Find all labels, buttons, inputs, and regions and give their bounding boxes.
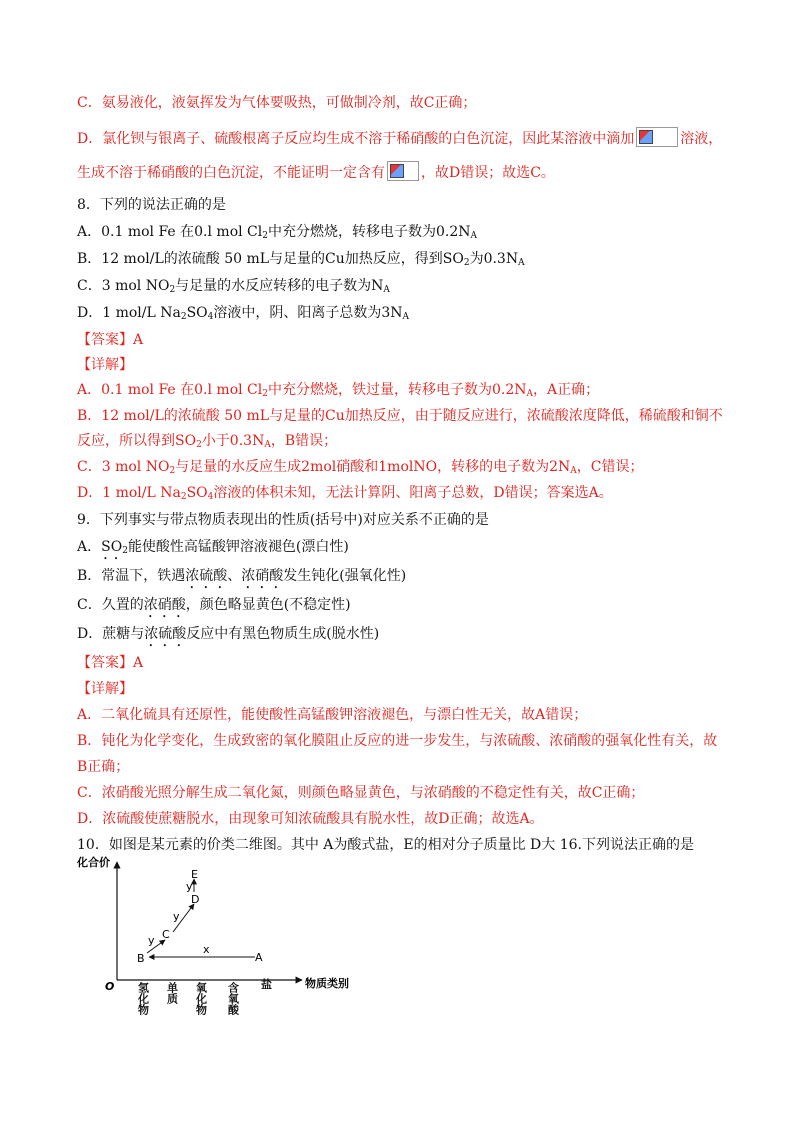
arrow-label-x: x — [203, 943, 210, 956]
detail-9-b-line2: B正确； — [77, 759, 130, 775]
category-element: 单质 — [165, 982, 179, 1004]
question-10-stem: 10．如图是某元素的价类二维图。其中 A为酸式盐，E的相对分子质量比 D大 16.下列说法正确的是 — [77, 837, 694, 853]
valence-class-diagram — [77, 852, 397, 1032]
question-9-stem: 9．下列事实与带点物质表现出的性质(括号中)对应关系不正确的是 — [77, 512, 489, 528]
detail-9-c: C．浓硝酸光照分解生成二氧化氮，则颜色略显黄色，与浓硝酸的不稳定性有关，故C正确； — [77, 785, 645, 801]
formula-image-icon — [636, 127, 678, 147]
detail-9-heading: 【详解】 — [77, 681, 133, 697]
question-8-option-a: A．0.1 mol Fe 在0.l mol $Cl_2$中充分燃烧，转移电子数为$0.2N_A$ — [77, 224, 477, 241]
detail-8-c: C．3 mol $NO_2$与足量的水反应生成2mol硝酸和1molNO，转移的电子数为$2N_A$，C错误； — [77, 459, 644, 476]
point-a: A — [255, 951, 263, 964]
detail-9-d: D．浓硫酸使蔗糖脱水，由现象可知浓硫酸具有脱水性，故D正确；故选A。 — [77, 811, 544, 827]
question-9-option-d: D．蔗糖与浓硫酸反应中有黑色物质生成(脱水性) — [77, 626, 380, 642]
category-oxyacid: 含氧酸 — [226, 982, 240, 1015]
question-9-option-a: A．$SO_2$能使酸性高锰酸钾溶液褪色(漂白性) — [77, 539, 349, 556]
dotted-substance: 浓硫酸 — [144, 626, 187, 642]
y-axis-label: 化合价 — [77, 856, 110, 869]
arrow-label-y1: y — [148, 934, 155, 947]
question-8-option-d: D．1 mol/L $Na_2SO_4$溶液中，阴、阳离子总数为$3N_A$ — [77, 305, 410, 322]
point-c: C — [162, 928, 170, 941]
question-9-option-c: C．久置的浓硝酸，颜色略显黄色(不稳定性) — [77, 597, 351, 613]
arrow-label-y3: y — [186, 880, 193, 893]
dotted-substance: 浓硝酸 — [241, 568, 284, 584]
point-b: B — [137, 952, 145, 965]
question-8-stem: 8．下列的说法正确的是 — [77, 197, 226, 213]
explanation-7d-line1: D．氯化钡与银离子、硫酸根离子反应均生成不溶于稀硝酸的白色沉淀，因此某溶液中滴加 溶液， — [77, 127, 730, 149]
detail-8-b-line2: 反应，所以得到$SO_2$小于$0.3N_A$，B错误； — [77, 433, 338, 450]
arrow-label-y2: y — [173, 910, 180, 923]
question-8-option-b: B．12 mol/L的浓硫酸 50 mL与足量的Cu加热反应，得到$SO_2$为$0.3N_A$ — [77, 251, 525, 268]
detail-8-b-line1: B．12 mol/L的浓硫酸 50 mL与足量的Cu加热反应，由于随反应进行，浓硫酸浓度降低，稀硫酸和铜不 — [77, 408, 723, 424]
detail-9-b-line1: B．钝化为化学变化，生成致密的氧化膜阻止反应的进一步发生，与浓硫酸、浓硝酸的强氧化性有关，故 — [77, 733, 718, 749]
explanation-7d-line2: 生成不溶于稀硝酸的白色沉淀，不能证明一定含有 ，故D错误；故选C。 — [77, 161, 730, 183]
answer-9: 【答案】A — [77, 655, 144, 671]
detail-9-a: A．二氧化硫具有还原性，能使酸性高锰酸钾溶液褪色，与漂白性无关，故A错误； — [77, 707, 588, 723]
detail-8-a: A．0.1 mol Fe 在0.l mol $Cl_2$中充分燃烧，铁过量，转移电子数为$0.2N_A$，A正确； — [77, 382, 600, 399]
detail-8-d: D．1 mol/L $Na_2SO_4$溶液的体积未知，无法计算阴、阳离子总数，D错误；答案选A。 — [77, 485, 613, 502]
answer-8: 【答案】A — [77, 332, 144, 348]
dotted-substance: 浓硝酸 — [143, 597, 186, 613]
formula-image-icon — [387, 161, 419, 181]
category-oxide: 氧化物 — [194, 982, 208, 1015]
detail-8-heading: 【详解】 — [77, 357, 133, 373]
category-salt: 盐 — [261, 978, 272, 991]
explanation-7c: C．氨易液化，液氨挥发为气体要吸热，可做制冷剂，故C正确； — [77, 95, 477, 111]
question-8-option-c: C．3 mol $NO_2$与足量的水反应转移的电子数为$N_A$ — [77, 278, 390, 295]
origin-label: O — [105, 980, 115, 993]
x-axis-label: 物质类别 — [305, 977, 349, 990]
diagram-svg — [77, 852, 397, 1032]
point-e: E — [191, 868, 198, 881]
category-hydride: 氢化物 — [136, 982, 150, 1015]
dotted-substance: 浓硫酸 — [185, 568, 228, 584]
dotted-substance: SO — [101, 539, 123, 555]
point-d: D — [191, 893, 200, 906]
question-9-option-b: B．常温下，铁遇浓硫酸、浓硝酸发生钝化(强氧化性) — [77, 568, 407, 584]
